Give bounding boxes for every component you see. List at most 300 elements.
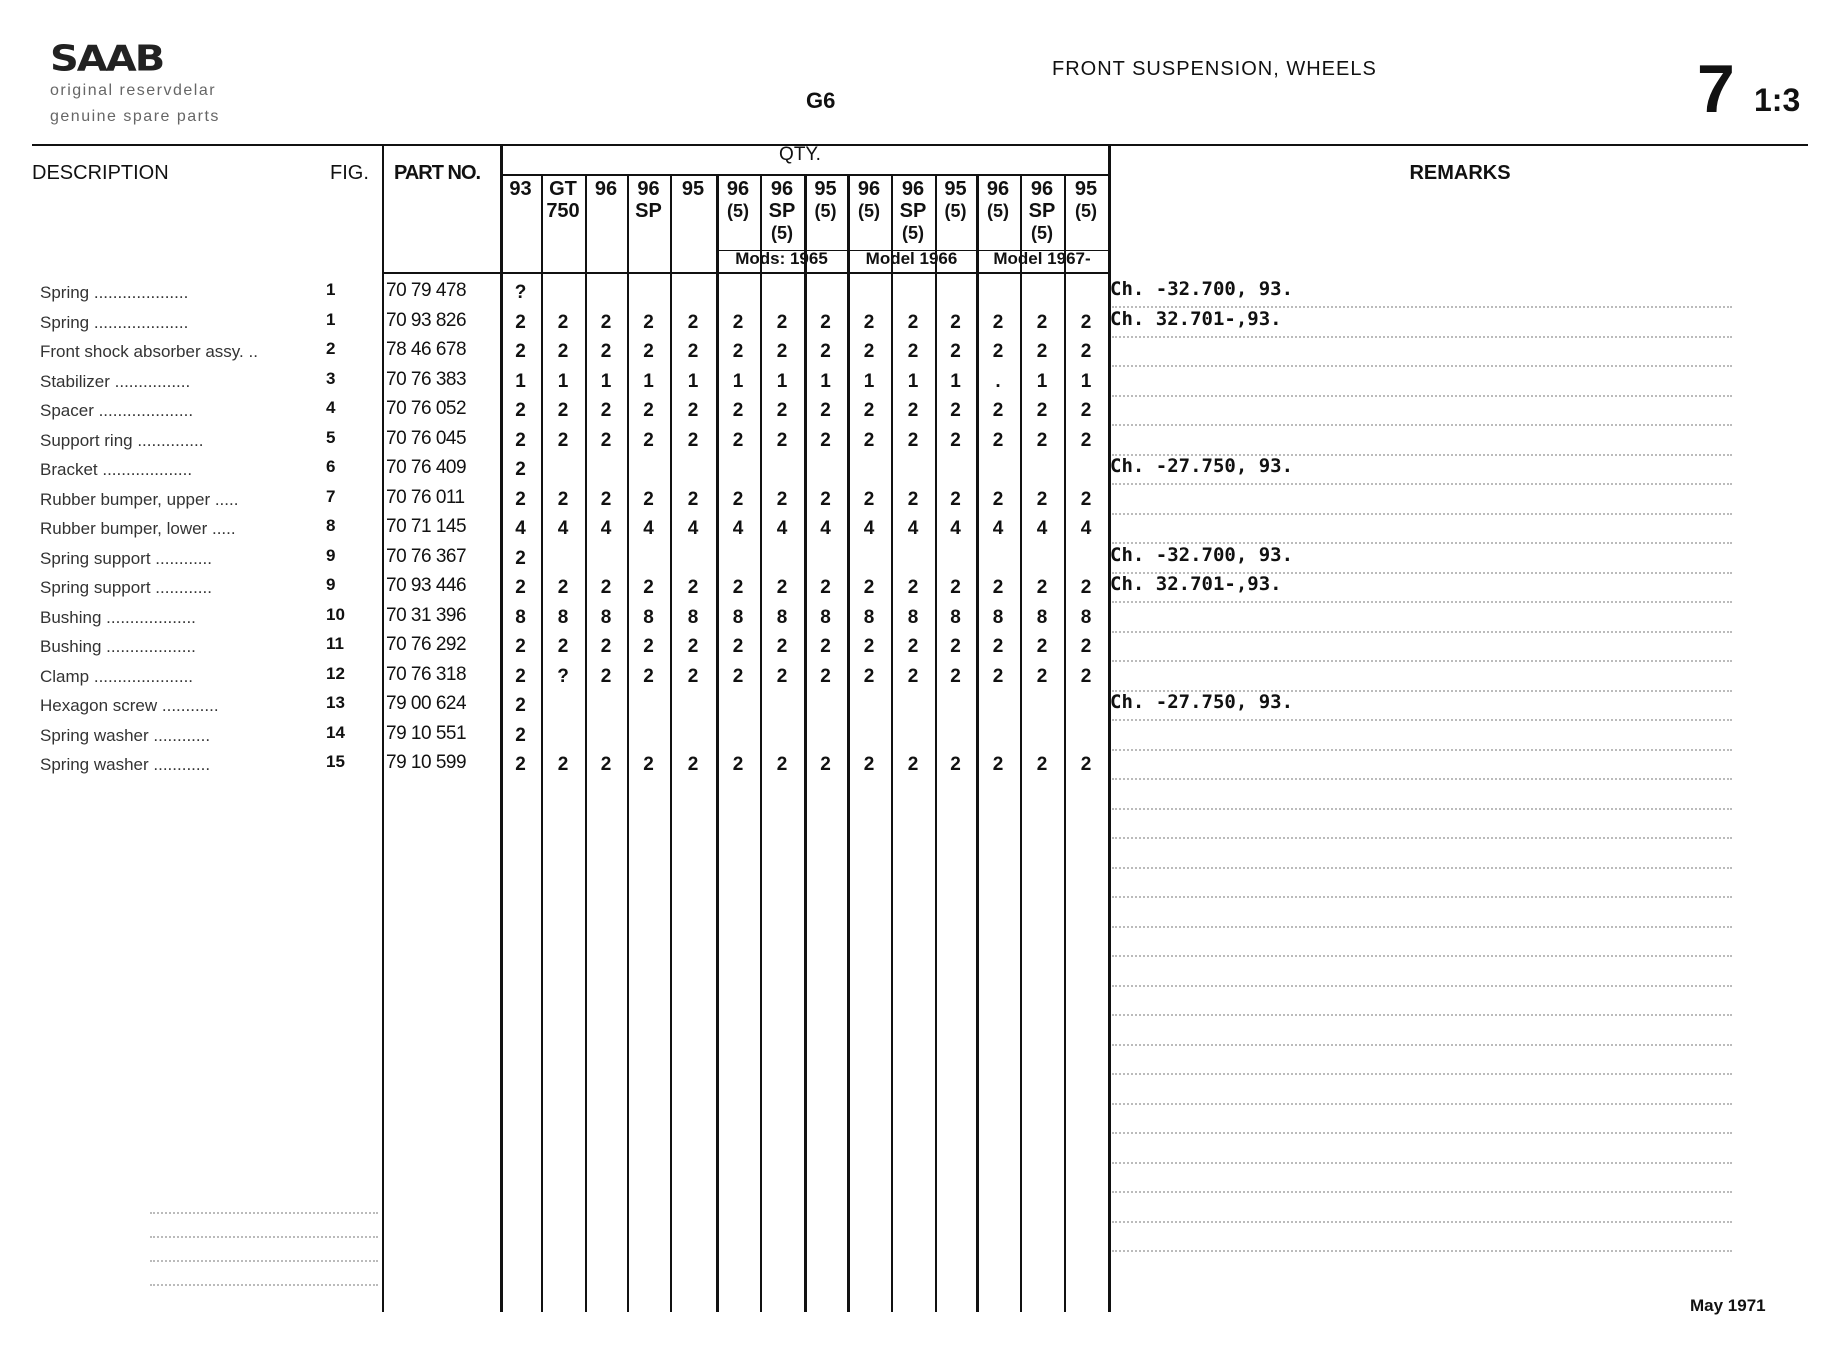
qty-cell: 2 [820, 341, 831, 362]
qty-column-header-line: 93 [509, 178, 532, 200]
figure-number: 15 [326, 752, 345, 771]
page-number: 7 [1697, 51, 1735, 127]
column-header-remarks: REMARKS [1409, 162, 1511, 184]
qty-column-header [760, 178, 804, 244]
qty-cell: 2 [600, 400, 612, 421]
remarks-dotted-line [1112, 778, 1732, 780]
part-description: Spring support ............ [40, 578, 212, 597]
qty-cell: 2 [600, 636, 612, 657]
table-row [0, 693, 1840, 722]
qty-cell: 2 [820, 636, 831, 657]
qty-column-header-line: SP [768, 200, 796, 222]
qty-cell: 4 [643, 518, 654, 539]
qty-cell: 2 [992, 665, 1004, 687]
qty-column-header [585, 178, 627, 200]
qty-cell: 2 [950, 311, 961, 333]
qty-cell: 2 [820, 488, 831, 510]
remarks-dotted-line [1112, 631, 1732, 633]
qty-cell: 2 [992, 341, 1004, 362]
qty-cell: 2 [600, 341, 612, 362]
qty-column-header-line: (5) [1075, 201, 1097, 221]
table-row [0, 487, 1840, 516]
remark-text: Ch. 32.701-,93. [1110, 307, 1282, 330]
qty-cell: 4 [1036, 518, 1048, 539]
qty-cell: 2 [600, 311, 612, 333]
table-row [0, 398, 1840, 427]
qty-cell: 8 [776, 606, 788, 628]
model-group-label: Mods: 1965 [735, 249, 828, 268]
form-dotted-line [150, 1236, 378, 1238]
qty-cell: 2 [992, 488, 1004, 510]
qty-column-header-line: 95 [814, 178, 837, 200]
qty-column-header-line: 96 [726, 178, 750, 200]
qty-cell: 2 [687, 311, 699, 333]
part-number: 70 76 292 [386, 634, 467, 655]
qty-column-header-line: 96 [637, 178, 660, 200]
qty-cell: 2 [1036, 665, 1048, 687]
qty-cell: 1 [515, 370, 526, 392]
part-description: Support ring .............. [40, 430, 204, 450]
qty-cell: 2 [643, 488, 654, 510]
table-row [0, 428, 1840, 457]
qty-column-header [541, 178, 585, 222]
figure-number: 1 [326, 309, 336, 329]
qty-column-header [716, 178, 760, 222]
qty-cell: 2 [1036, 577, 1048, 598]
remark-text: Ch. -32.700, 93. [1110, 278, 1294, 300]
qty-cell: 2 [1080, 754, 1092, 775]
qty-cell: 2 [863, 665, 875, 687]
qty-column-header-line: 96 [901, 178, 925, 200]
table-row [0, 307, 1840, 339]
part-number: 70 76 052 [386, 398, 467, 419]
qty-column-header [847, 178, 891, 222]
part-description: Rubber bumper, upper ..... [40, 489, 239, 509]
qty-cell: 2 [557, 754, 569, 775]
remarks-dotted-line [1112, 867, 1732, 869]
qty-cell: 8 [732, 606, 744, 628]
qty-cell: 8 [1080, 606, 1092, 628]
qty-cell: 2 [1080, 311, 1092, 333]
qty-cell: 2 [863, 400, 875, 421]
qty-column-header-line: (5) [902, 223, 924, 243]
table-row [0, 457, 1840, 486]
qty-cell: 2 [687, 636, 699, 657]
qty-column-header-line: 96 [857, 178, 881, 200]
qty-cell: 4 [907, 518, 919, 539]
qty-cell: 2 [950, 636, 961, 657]
remarks-dotted-line [1112, 837, 1732, 839]
tagline-swedish: original reservdelar [50, 82, 217, 99]
qty-cell: 2 [515, 577, 526, 598]
form-dotted-line [150, 1284, 378, 1286]
qty-cell: 2 [992, 429, 1004, 451]
qty-cell: 2 [515, 488, 526, 510]
table-header-bottom-rule [382, 272, 1110, 274]
qty-column-header-line: 96 [594, 178, 618, 200]
qty-column-header-line: (5) [987, 201, 1009, 221]
qty-column-header-line: (5) [944, 201, 967, 221]
qty-cell: 4 [687, 518, 699, 539]
qty-cell: 2 [515, 311, 526, 333]
qty-cell: 2 [950, 665, 961, 687]
qty-cell: 2 [600, 488, 612, 510]
qty-column-header [976, 178, 1020, 222]
qty-cell: 2 [863, 429, 875, 451]
part-description: Rubber bumper, lower ..... [40, 519, 236, 538]
qty-cell: 8 [1036, 606, 1048, 628]
qty-cell: 8 [600, 606, 612, 628]
part-number: 70 93 826 [386, 309, 467, 331]
part-description: Spacer .................... [40, 401, 194, 420]
qty-column-header [891, 178, 935, 244]
remarks-dotted-line [1112, 1221, 1732, 1223]
qty-cell: 2 [992, 400, 1004, 421]
qty-cell: 2 [515, 400, 526, 421]
part-number: 79 10 599 [386, 752, 467, 773]
qty-cell: 2 [907, 636, 919, 657]
qty-cell: 2 [950, 577, 961, 598]
qty-cell: 4 [776, 518, 788, 539]
remarks-dotted-line [1112, 1044, 1732, 1046]
figure-number: 14 [326, 722, 345, 742]
column-header-qty: QTY. [779, 144, 821, 165]
remarks-dotted-line [1112, 306, 1732, 308]
qty-cell: 1 [600, 370, 612, 392]
qty-cell: 2 [1080, 488, 1092, 510]
qty-cell: 2 [515, 665, 526, 687]
qty-cell: 2 [515, 429, 526, 451]
qty-cell: 2 [732, 488, 744, 510]
remark-text: Ch. -32.700, 93. [1110, 543, 1294, 566]
part-description: Front shock absorber assy. .. [40, 342, 258, 361]
qty-cell: 2 [776, 311, 788, 333]
qty-cell: 2 [907, 488, 919, 510]
footer-date: May 1971 [1690, 1296, 1766, 1315]
qty-cell: 2 [557, 636, 569, 657]
qty-cell: 2 [732, 400, 744, 421]
qty-cell: 2 [687, 400, 699, 421]
qty-cell: 2 [992, 636, 1004, 657]
table-row [0, 752, 1840, 781]
qty-cell: 2 [600, 429, 612, 451]
qty-cell: 1 [732, 370, 744, 392]
qty-cell: 2 [776, 636, 788, 657]
qty-cell: 2 [732, 754, 744, 775]
qty-cell: 2 [515, 724, 526, 746]
qty-column-header-line: 95 [1074, 178, 1098, 200]
remarks-dotted-line [1112, 926, 1732, 928]
qty-cell: 8 [907, 606, 919, 628]
figure-number: 1 [326, 280, 336, 299]
qty-cell: 2 [992, 577, 1004, 598]
part-description: Spring .................... [40, 283, 189, 302]
table-row [0, 723, 1840, 752]
qty-cell: 2 [643, 311, 654, 333]
qty-cell: 2 [820, 754, 831, 775]
column-header-part-no: PART NO. [394, 162, 481, 184]
qty-column-header-line: 750 [546, 200, 580, 222]
qty-cell: 1 [950, 370, 961, 392]
qty-cell: 2 [732, 577, 744, 598]
qty-cell: 2 [1036, 400, 1048, 421]
qty-cell: 2 [515, 636, 526, 657]
qty-column-header [1064, 178, 1108, 222]
qty-cell: 2 [950, 400, 961, 421]
qty-cell: 2 [776, 754, 788, 775]
qty-cell: 2 [1036, 636, 1048, 657]
qty-cell: 2 [557, 341, 569, 362]
qty-cell: 2 [820, 429, 831, 451]
remarks-dotted-line [1112, 1014, 1732, 1016]
qty-cell: 2 [1036, 311, 1048, 333]
remarks-dotted-line [1112, 1191, 1732, 1193]
qty-cell: 2 [820, 665, 831, 687]
qty-cell: 1 [907, 370, 919, 392]
remarks-dotted-line [1112, 896, 1732, 898]
qty-cell: 2 [643, 665, 654, 687]
qty-column-header-line: (5) [1031, 223, 1053, 243]
remarks-dotted-line [1112, 1162, 1732, 1164]
remarks-dotted-line [1112, 985, 1732, 987]
qty-column-header [627, 178, 670, 222]
qty-cell: 2 [863, 311, 875, 333]
part-number: 70 76 367 [386, 545, 467, 567]
qty-cell: 2 [863, 488, 875, 510]
remarks-dotted-line [1112, 395, 1732, 397]
qty-column-header [1020, 178, 1064, 244]
figure-number: 5 [326, 427, 336, 447]
form-dotted-line [150, 1260, 378, 1262]
page-sub-number: 1:3 [1754, 82, 1801, 118]
qty-column-header-line: (5) [727, 201, 749, 221]
group-code: G6 [806, 88, 836, 113]
figure-number: 4 [326, 398, 336, 417]
qty-cell: 2 [687, 665, 699, 687]
qty-column-header-line: GT [549, 178, 577, 200]
qty-cell: ? [514, 282, 527, 303]
remarks-dotted-line [1112, 1132, 1732, 1134]
qty-cell: 2 [732, 636, 744, 657]
qty-cell: 2 [863, 754, 875, 775]
figure-number: 2 [326, 339, 336, 358]
part-description: Bushing ................... [40, 607, 196, 627]
qty-cell: 2 [907, 665, 919, 687]
table-row [0, 664, 1840, 693]
qty-header-rule [500, 174, 1110, 176]
qty-cell: 2 [907, 577, 919, 598]
figure-number: 3 [326, 368, 336, 388]
qty-cell: 2 [600, 665, 612, 687]
qty-cell: 2 [1036, 341, 1048, 362]
qty-cell: 8 [515, 606, 526, 628]
qty-cell: 8 [687, 606, 699, 628]
part-number: 70 76 011 [386, 486, 465, 508]
qty-cell: 2 [643, 400, 654, 421]
table-row [0, 516, 1840, 545]
qty-cell: 2 [515, 754, 526, 775]
qty-column-header-line: 95 [944, 178, 967, 200]
remarks-dotted-line [1112, 1073, 1732, 1075]
part-number: 70 79 478 [386, 280, 467, 301]
part-number: 70 76 045 [386, 427, 467, 449]
qty-cell: 4 [992, 518, 1004, 539]
qty-cell: 1 [776, 370, 788, 392]
part-number: 79 10 551 [386, 722, 467, 744]
qty-cell: 2 [1036, 754, 1048, 775]
remark-text: Ch. -27.750, 93. [1110, 455, 1294, 477]
qty-cell: 2 [776, 665, 788, 687]
qty-cell: 2 [643, 636, 654, 657]
figure-number: 10 [326, 604, 345, 624]
qty-cell: 2 [820, 577, 831, 598]
qty-column-header-line: 96 [770, 178, 794, 200]
qty-cell: 2 [732, 665, 744, 687]
qty-cell: 2 [863, 636, 875, 657]
part-number: 70 93 446 [386, 575, 467, 596]
qty-cell: 2 [1080, 577, 1092, 598]
qty-cell: 2 [687, 577, 699, 598]
qty-column-header-line: SP [635, 200, 662, 222]
qty-cell: 2 [643, 429, 654, 451]
qty-column-header-line: SP [1028, 200, 1056, 222]
qty-cell: 2 [992, 754, 1004, 775]
qty-cell: 2 [776, 429, 788, 451]
page-title: FRONT SUSPENSION, WHEELS [1052, 58, 1377, 80]
part-number: 70 31 396 [386, 604, 467, 626]
qty-cell: 4 [820, 518, 831, 539]
qty-column-header-line: (5) [858, 201, 880, 221]
qty-cell: 1 [1080, 370, 1092, 392]
qty-cell: 2 [557, 488, 569, 510]
table-row [0, 634, 1840, 663]
qty-column-header-line: 96 [986, 178, 1010, 200]
qty-cell: 2 [950, 488, 961, 510]
part-description: Bracket ................... [40, 460, 193, 479]
part-number: 70 76 318 [386, 663, 467, 685]
figure-number: 11 [326, 634, 344, 653]
remarks-dotted-line [1112, 660, 1732, 662]
qty-cell: 4 [600, 518, 612, 539]
qty-cell: 2 [687, 341, 699, 362]
qty-cell: 1 [863, 370, 875, 392]
qty-cell: 2 [1080, 665, 1092, 687]
qty-cell: 2 [907, 311, 919, 333]
qty-cell: 2 [820, 400, 831, 421]
qty-cell: 2 [1080, 400, 1092, 421]
part-description: Spring washer ............ [40, 755, 211, 774]
qty-cell: 2 [776, 341, 788, 362]
qty-cell: 4 [863, 518, 875, 539]
column-header-description: DESCRIPTION [32, 162, 169, 184]
qty-column-header [670, 178, 716, 200]
table-row [0, 605, 1840, 634]
qty-cell: 2 [557, 577, 569, 598]
remarks-dotted-line [1112, 336, 1732, 338]
figure-number: 9 [326, 575, 336, 594]
remarks-dotted-line [1112, 483, 1732, 485]
remarks-dotted-line [1112, 424, 1732, 426]
table-row [0, 339, 1840, 368]
part-description: Hexagon screw ............ [40, 696, 219, 715]
part-number: 70 71 145 [386, 516, 467, 537]
figure-number: 6 [326, 457, 336, 476]
figure-number: 8 [326, 516, 336, 535]
column-header-fig: FIG. [330, 162, 369, 184]
remarks-dotted-line [1112, 601, 1732, 603]
qty-cell: . [995, 370, 1001, 392]
qty-cell: 2 [950, 754, 961, 775]
qty-cell: 1 [687, 370, 699, 392]
qty-cell: 2 [732, 311, 744, 333]
part-description: Spring .................... [40, 312, 189, 332]
qty-cell: 2 [907, 400, 919, 421]
qty-cell: 2 [907, 341, 919, 362]
qty-cell: 2 [863, 341, 875, 362]
figure-number: 12 [326, 663, 345, 683]
qty-cell: 2 [950, 341, 961, 362]
remarks-dotted-line [1112, 572, 1732, 574]
qty-cell: 8 [992, 606, 1004, 628]
qty-cell: ? [557, 665, 569, 687]
qty-cell: 2 [907, 429, 919, 451]
tagline-english: genuine spare parts [50, 108, 220, 125]
qty-cell: 2 [557, 429, 569, 451]
remarks-dotted-line [1112, 719, 1732, 721]
qty-cell: 2 [687, 429, 699, 451]
qty-cell: 2 [687, 754, 699, 775]
remarks-dotted-line [1112, 955, 1732, 957]
qty-cell: 4 [515, 518, 526, 539]
qty-cell: 2 [557, 311, 569, 333]
remarks-dotted-line [1112, 454, 1732, 456]
qty-cell: 2 [643, 754, 654, 775]
saab-logo: SAAB [50, 38, 164, 80]
table-row [0, 543, 1840, 575]
qty-cell: 2 [992, 311, 1004, 333]
part-description: Clamp ..................... [40, 666, 194, 686]
part-description: Spring washer ............ [40, 725, 211, 745]
qty-cell: 4 [950, 518, 961, 539]
qty-column-header [935, 178, 976, 222]
qty-cell: 2 [776, 577, 788, 598]
qty-cell: 2 [776, 488, 788, 510]
remarks-dotted-line [1112, 690, 1732, 692]
remarks-dotted-line [1112, 808, 1732, 810]
qty-cell: 1 [1036, 370, 1048, 392]
qty-cell: 1 [820, 370, 831, 392]
figure-number: 9 [326, 545, 336, 565]
qty-column-header [500, 178, 541, 200]
remarks-dotted-line [1112, 513, 1732, 515]
remarks-dotted-line [1112, 1250, 1732, 1252]
part-number: 70 76 383 [386, 368, 467, 390]
qty-cell: 2 [687, 488, 699, 510]
part-number: 70 76 409 [386, 457, 467, 478]
part-number: 79 00 624 [386, 693, 467, 714]
table-row [0, 369, 1840, 398]
qty-column-header-line: (5) [771, 223, 793, 243]
qty-cell: 1 [643, 370, 654, 392]
qty-cell: 2 [907, 754, 919, 775]
qty-cell: 2 [863, 577, 875, 598]
part-number: 78 46 678 [386, 339, 467, 360]
qty-cell: 2 [600, 754, 612, 775]
qty-cell: 2 [732, 429, 744, 451]
qty-cell: 8 [557, 606, 569, 628]
remark-text: Ch. 32.701-,93. [1110, 573, 1282, 595]
qty-cell: 2 [515, 695, 526, 716]
